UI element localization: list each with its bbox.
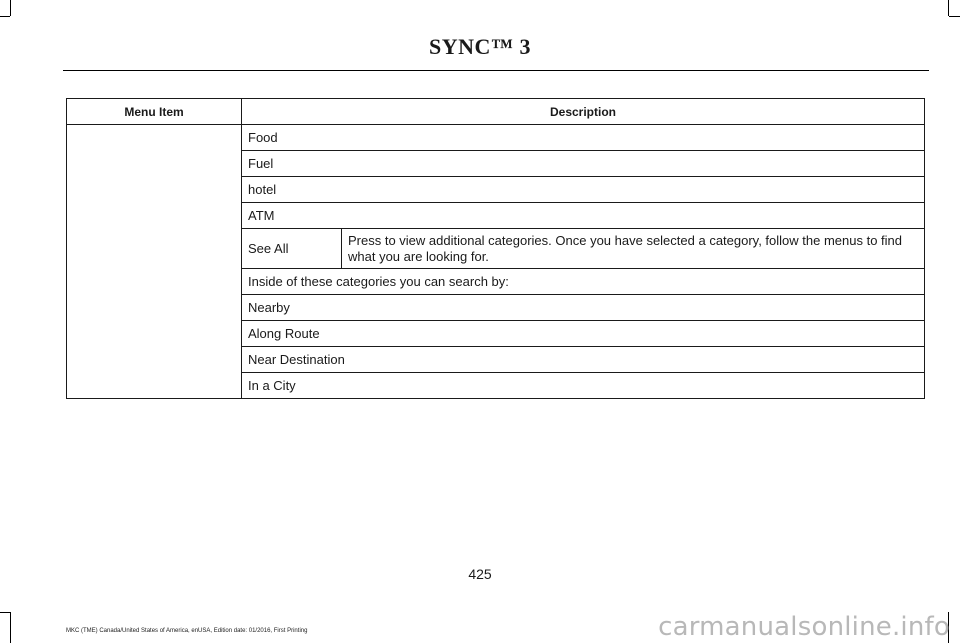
menu-item-cell (67, 125, 242, 399)
column-header-description: Description (242, 99, 925, 125)
row-hotel: hotel (242, 177, 925, 203)
header-divider (63, 70, 929, 71)
row-near-destination: Near Destination (242, 347, 925, 373)
crop-mark-top-right-h (949, 16, 960, 17)
crop-mark-top-right-v (948, 0, 949, 16)
crop-mark-bottom-left-v (10, 612, 11, 643)
column-header-menu-item: Menu Item (67, 99, 242, 125)
watermark-logo: carmanualsonline.info (658, 612, 950, 642)
edition-footer: MKC (TME) Canada/United States of America, enUSA, Edition date: 01/2016, First Printing (66, 628, 308, 634)
crop-mark-bottom-left-h (0, 612, 10, 613)
row-food: Food (242, 125, 925, 151)
row-nearby: Nearby (242, 295, 925, 321)
row-see-all (242, 229, 925, 269)
row-along-route: Along Route (242, 321, 925, 347)
crop-mark-top-left-v (10, 0, 11, 16)
see-all-description: Press to view additional categories. Once you have selected a category, follow the menus to find what you are looking for. (348, 232, 903, 264)
row-fuel: Fuel (242, 151, 925, 177)
crop-mark-top-left-h (0, 16, 10, 17)
page-number: 425 (468, 566, 492, 582)
see-all-label: See All (242, 229, 342, 268)
row-in-a-city: In a City (242, 373, 925, 399)
row-atm: ATM (242, 203, 925, 229)
menu-table (66, 98, 925, 399)
page-title: SYNC™ 3 (429, 34, 531, 59)
row-inside-categories: Inside of these categories you can search by: (242, 269, 925, 295)
